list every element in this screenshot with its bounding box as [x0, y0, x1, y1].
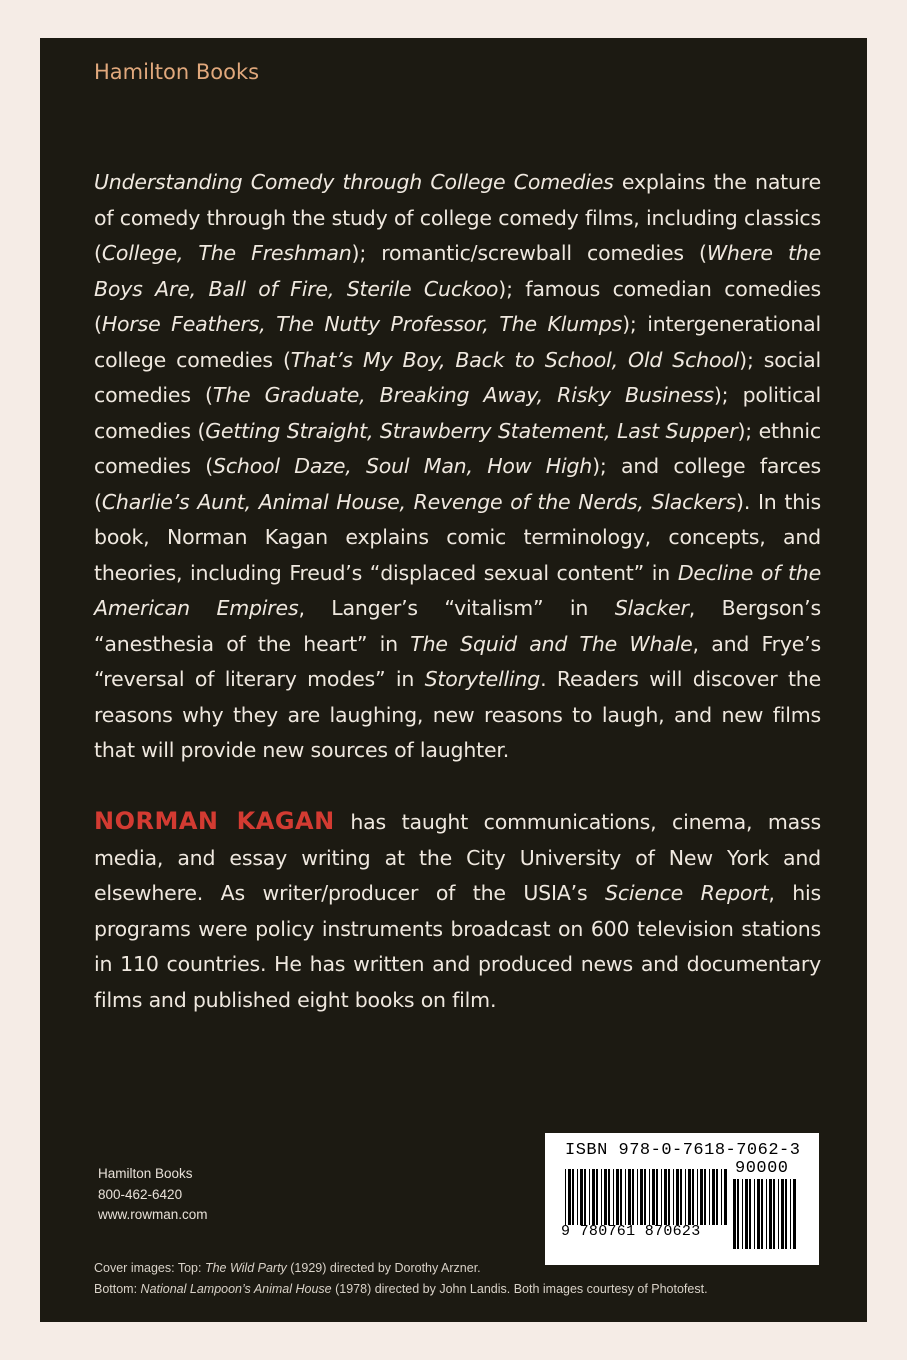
barcode-bar	[613, 1169, 614, 1225]
author-bio	[94, 804, 821, 1018]
barcode-bar	[737, 1179, 739, 1249]
publisher-contact	[98, 1164, 208, 1226]
barcode-bar	[721, 1169, 722, 1225]
barcode-bar	[673, 1169, 674, 1225]
barcode-bar	[773, 1179, 775, 1249]
film-title: Getting Straight, Strawberry Statement, Last Supper	[205, 418, 738, 443]
barcode-bar	[616, 1169, 619, 1225]
barcode-bar	[637, 1169, 638, 1225]
description-text: ). In this book, Norman Kagan explains comic terminology, concepts, and theories, including Freud’s “displaced sexual content” in	[94, 489, 821, 585]
barcode-bar	[716, 1169, 718, 1225]
description-text: ); social comedies (	[94, 347, 821, 407]
barcode-bar	[704, 1169, 706, 1225]
description-text: explains the nature of comedy through the study of college comedy films, including classics (	[94, 170, 821, 265]
contact-phone: 800-462-6420	[98, 1186, 183, 1202]
barcode-digits: 9 780761 870623	[561, 1223, 701, 1240]
film-title: The Graduate, Breaking Away, Risky Business	[212, 383, 714, 407]
barcode-bar	[601, 1169, 602, 1225]
film-title: Slacker	[614, 596, 689, 620]
barcode-bar	[661, 1169, 662, 1225]
barcode-bar	[652, 1169, 655, 1225]
barcode-bar	[785, 1179, 787, 1249]
barcode-bar	[761, 1179, 763, 1249]
barcode-bar	[577, 1169, 578, 1225]
barcode-bar	[568, 1169, 571, 1225]
author-name: NORMAN KAGAN	[94, 807, 335, 835]
price-barcode-bars	[733, 1179, 797, 1249]
barcode-bar	[644, 1169, 646, 1225]
barcode-bar	[754, 1179, 755, 1249]
barcode-bar	[733, 1179, 736, 1249]
barcode-bar	[628, 1169, 631, 1225]
barcode-bar	[584, 1169, 586, 1225]
cover-credits	[94, 1258, 834, 1300]
barcode-bar	[632, 1169, 634, 1225]
barcode-bar	[604, 1169, 607, 1225]
barcode-bars	[565, 1169, 730, 1225]
description-text: ); ethnic comedies (	[94, 418, 821, 478]
barcode-bar	[565, 1169, 566, 1225]
barcode-bar	[592, 1169, 595, 1225]
barcode-bar	[700, 1169, 703, 1225]
barcode-bar	[640, 1169, 643, 1225]
description-text: ); and college farces (	[94, 454, 821, 514]
film-title: Horse Feathers, The Nutty Professor, The Klumps	[101, 312, 623, 336]
barcode-bar	[793, 1179, 796, 1249]
film-title: School Daze, Soul Man, How High	[213, 454, 593, 478]
film-title: College, The Freshman	[101, 241, 352, 265]
barcode-bar	[589, 1169, 590, 1225]
barcode-bar	[766, 1179, 767, 1249]
description-text: , and Frye’s “reversal of literary modes” in	[94, 631, 821, 691]
barcode-bar	[769, 1179, 772, 1249]
credits-line-2: Bottom: National Lampoon’s Animal House (1978) directed by John Landis. Both images courtesy of Photofest.	[94, 1282, 708, 1296]
barcode-bar	[680, 1169, 682, 1225]
description-text: ); romantic/screwball comedies (	[351, 241, 707, 265]
description-text: , Langer’s “vitalism” in	[298, 596, 615, 620]
barcode-bar	[580, 1169, 583, 1225]
barcode-bar	[790, 1179, 791, 1249]
book-description	[94, 165, 821, 769]
isbn-label: ISBN 978-0-7618-7062-3	[565, 1141, 801, 1160]
price-code: 90000	[735, 1159, 789, 1178]
contact-name: Hamilton Books	[98, 1166, 193, 1181]
barcode-bar	[742, 1179, 743, 1249]
film-title: Storytelling	[424, 667, 541, 691]
bio-text-2: , his programs were policy instruments broadcast on 600 television stations in 110 countries. He has written and produced news and documentary films and published eight books on film.	[94, 881, 821, 1012]
description-text: , Bergson’s “anesthesia of the heart” in	[94, 596, 821, 656]
barcode-bar	[664, 1169, 667, 1225]
barcode-bar	[781, 1179, 784, 1249]
film-title: Understanding Comedy through College Comedies	[94, 170, 614, 194]
barcode-bar	[625, 1169, 626, 1225]
barcode-bar	[757, 1179, 760, 1249]
film-title: The Squid and The Whale	[410, 631, 693, 656]
bio-text-1: has taught communications, cinema, mass media, and essay writing at the City University of New York and elsewhere. As writer/producer of the USIA’s	[94, 810, 821, 905]
isbn-barcode	[545, 1133, 819, 1265]
barcode-bar	[745, 1179, 748, 1249]
barcode-bar	[649, 1169, 650, 1225]
contact-web: www.rowman.com	[98, 1207, 208, 1222]
barcode-bar	[572, 1169, 574, 1225]
barcode-bar	[620, 1169, 622, 1225]
barcode-bar	[656, 1169, 658, 1225]
film-title: Charlie’s Aunt, Animal House, Revenge of the Nerds, Slackers	[101, 489, 737, 514]
film-title: That’s My Boy, Back to School, Old School	[290, 347, 740, 372]
barcode-bar	[778, 1179, 779, 1249]
barcode-bar	[608, 1169, 610, 1225]
barcode-bar	[676, 1169, 679, 1225]
description-text: ); political comedies (	[94, 383, 821, 443]
barcode-bar	[697, 1169, 698, 1225]
description-text: . Readers will discover the reasons why they are laughing, new reasons to laugh, and new films that will provide new sources of laughter.	[94, 667, 821, 762]
publisher-label: Hamilton Books	[94, 60, 260, 84]
barcode-bar	[596, 1169, 598, 1225]
credits-line-1: Cover images: Top: The Wild Party (1929) directed by Dorothy Arzner.	[94, 1261, 481, 1275]
barcode-bar	[749, 1179, 751, 1249]
bio-italic-title: Science Report	[605, 881, 769, 905]
barcode-bar	[712, 1169, 715, 1225]
barcode-bar	[692, 1169, 694, 1225]
back-cover	[40, 38, 867, 1322]
barcode-bar	[685, 1169, 686, 1225]
barcode-bar	[688, 1169, 691, 1225]
description-text: ); famous comedian comedies (	[94, 276, 821, 336]
barcode-bar	[724, 1169, 727, 1225]
description-text: ); intergenerational college comedies (	[94, 312, 821, 372]
barcode-bar	[709, 1169, 710, 1225]
barcode-bar	[668, 1169, 670, 1225]
film-title: Where the Boys Are, Ball of Fire, Sterile Cuckoo	[94, 241, 821, 301]
film-title: Decline of the American Empires	[94, 560, 821, 620]
